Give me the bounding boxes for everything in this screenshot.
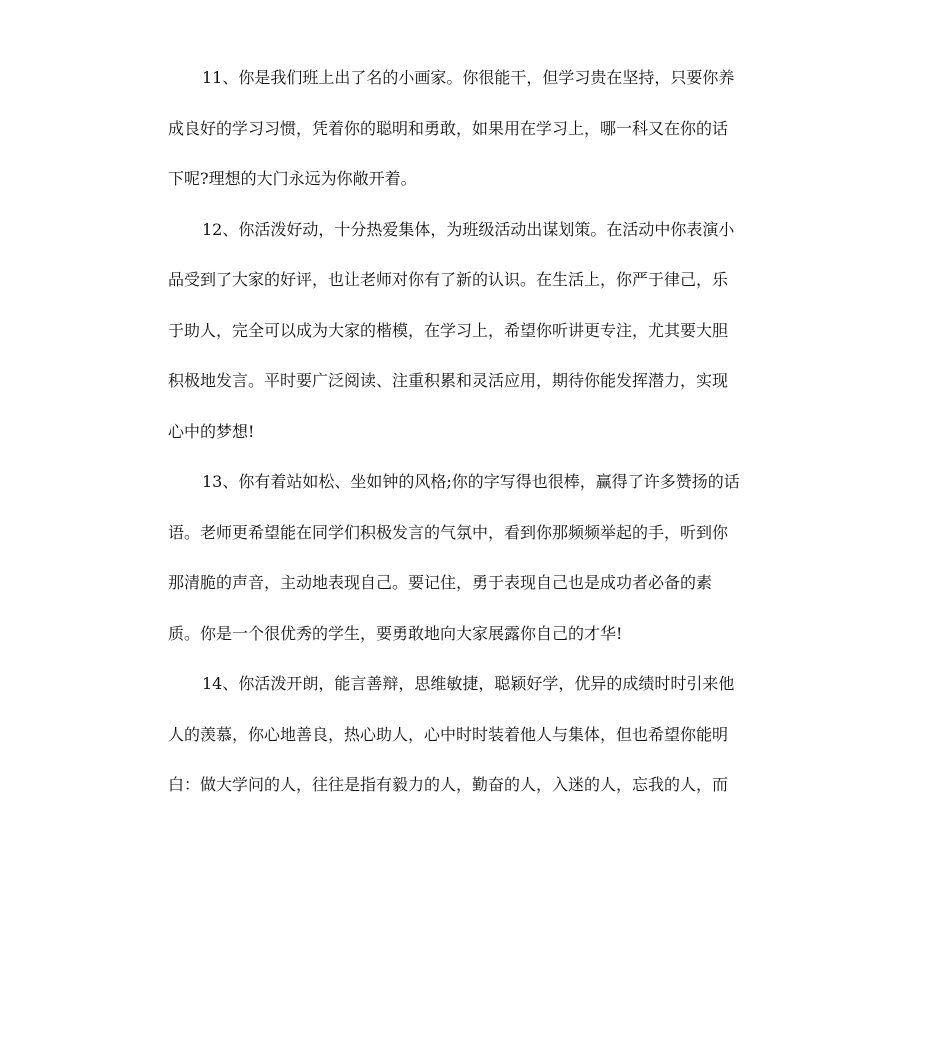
paragraph-14 — [168, 659, 780, 811]
text-line: 14、你活泼开朗，能言善辩，思维敏捷，聪颖好学，优异的成绩时时引来他 — [202, 674, 735, 693]
text-line: 人的羡慕，你心地善良，热心助人，心中时时装着他人与集体，但也希望你能明 — [168, 724, 729, 744]
paragraph-13 — [168, 457, 780, 659]
text-line: 那清脆的声音，主动地表现自己。要记住，勇于表现自己也是成功者必备的素 — [168, 573, 713, 592]
paragraph-12 — [168, 205, 780, 458]
text-line: 于助人，完全可以成为大家的楷模，在学习上，希望你听讲更专注，尤其要大胆 — [168, 320, 729, 340]
text-line: 下呢?理想的大门永远为你敞开着。 — [168, 169, 417, 188]
text-line: 成良好的学习习惯，凭着你的聪明和勇敢，如果用在学习上，哪一科又在你的话 — [168, 118, 729, 138]
text-line: 质。你是一个很优秀的学生，要勇敢地向大家展露你自己的才华! — [168, 623, 623, 643]
text-line: 白：做大学问的人，往往是指有毅力的人，勤奋的人，入迷的人，忘我的人，而 — [168, 775, 729, 794]
text-line: 积极地发言。平时要广泛阅读、注重积累和灵活应用，期待你能发挥潜力，实现 — [168, 371, 729, 390]
paragraph-11 — [168, 53, 780, 205]
text-line: 语。老师更希望能在同学们积极发言的气氛中，看到你那频频举起的手，听到你 — [168, 522, 729, 542]
text-line: 心中的梦想! — [168, 421, 255, 441]
text-line: 11、你是我们班上出了名的小画家。你很能干，但学习贵在坚持，只要你养 — [202, 68, 735, 87]
document-body — [168, 53, 780, 811]
text-line: 13、你有着站如松、坐如钟的风格;你的字写得也很棒，赢得了许多赞扬的话 — [202, 472, 740, 491]
text-line: 品受到了大家的好评，也让老师对你有了新的认识。在生活上，你严于律己，乐 — [168, 270, 729, 289]
text-line: 12、你活泼好动，十分热爱集体，为班级活动出谋划策。在活动中你表演小 — [202, 219, 735, 239]
